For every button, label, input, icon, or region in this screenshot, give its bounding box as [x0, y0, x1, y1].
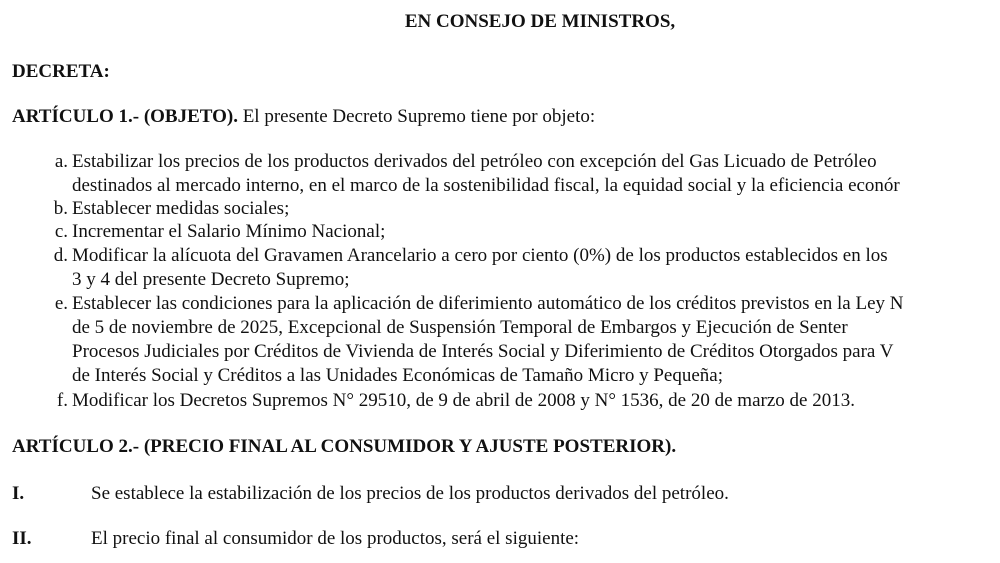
- list-marker: b.: [53, 198, 68, 219]
- list-item-text: Estabilizar los precios de los productos derivados del petróleo con excepción del Gas Licuado de Petróleo: [72, 151, 877, 172]
- list-marker: d.: [53, 245, 68, 266]
- paragraph-i-text: Se establece la estabilización de los precios de los productos derivados del petróleo.: [91, 483, 729, 504]
- list-item-e-continuation-2: Procesos Judiciales por Créditos de Vivienda de Interés Social y Diferimiento de Créditos Otorgados para V: [72, 341, 894, 362]
- decreta-heading: DECRETA:: [12, 61, 110, 82]
- article-1-heading: [12, 105, 595, 129]
- list-item-d-continuation: 3 y 4 del presente Decreto Supremo;: [72, 269, 350, 290]
- paragraph-ii-text: El precio final al consumidor de los productos, será el siguiente:: [91, 528, 580, 549]
- list-item-text: Modificar la alícuota del Gravamen Arancelario a cero por ciento (0%) de los productos establecidos en los: [72, 245, 888, 266]
- article-1-intro: El presente Decreto Supremo tiene por objeto:: [237, 106, 596, 127]
- list-item-text: Modificar los Decretos Supremos N° 29510, de 9 de abril de 2008 y N° 1536, de 20 de marzo de 2013.: [72, 390, 855, 411]
- list-item-text: Incrementar el Salario Mínimo Nacional;: [72, 221, 386, 242]
- list-item-a: [42, 150, 877, 174]
- article-1-title: ARTÍCULO 1.- (OBJETO).: [12, 106, 238, 127]
- list-marker: f.: [56, 390, 68, 411]
- list-item-e-continuation-3: de Interés Social y Créditos a las Unidades Económicas de Tamaño Micro y Pequeña;: [72, 365, 724, 386]
- list-item-e-continuation-1: de 5 de noviembre de 2025, Excepcional de Suspensión Temporal de Embargos y Ejecución de Senter: [72, 317, 848, 338]
- paragraph-numeral-ii: II.: [12, 528, 32, 549]
- list-item-f: [42, 389, 855, 413]
- list-marker: c.: [54, 221, 68, 242]
- list-item-text: Establecer medidas sociales;: [72, 198, 290, 219]
- list-item-b: [42, 197, 289, 221]
- list-item-c: [42, 220, 385, 244]
- list-item-text: Establecer las condiciones para la aplicación de diferimiento automático de los créditos previstos en la Ley N: [72, 293, 904, 314]
- list-item-d: [42, 244, 888, 268]
- list-item-a-continuation: destinados al mercado interno, en el marco de la sostenibilidad fiscal, la equidad social y la eficiencia econór: [72, 175, 900, 196]
- list-item-e: [42, 292, 903, 316]
- paragraph-numeral-i: I.: [12, 483, 25, 504]
- list-marker: e.: [54, 293, 68, 314]
- page-heading: EN CONSEJO DE MINISTROS,: [404, 11, 676, 32]
- list-marker: a.: [54, 151, 68, 172]
- article-2-heading: ARTÍCULO 2.- (PRECIO FINAL AL CONSUMIDOR Y AJUSTE POSTERIOR).: [12, 436, 677, 457]
